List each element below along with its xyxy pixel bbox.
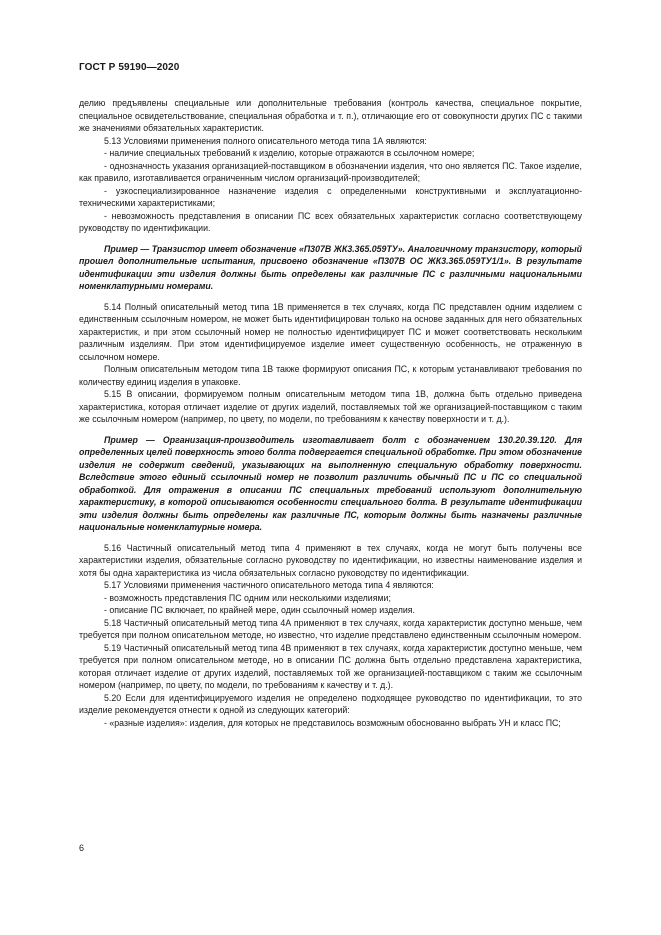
body-paragraph: 5.15 В описании, формируемом полным описательным методом типа 1В, должна быть отдельно приведена характеристика, которая отличает изделие от других изделий, поставляемых той же организацией-поставщиком с таким же ссылочным номером (например, по цвету, по модели, по требованиям к качеству поверхности и т. д.). [79,389,582,424]
body-paragraph: - однозначность указания организацией-поставщиком в обозначении изделия, что оно является ПС. Такое изделие, как правило, изготавливается ограниченным числом организаций-производителей; [79,160,582,183]
body-paragraph: 5.16 Частичный описательный метод типа 4 применяют в тех случаях, когда не могут быть получены все характеристики изделия, обязательные согласно руководству по идентификации, но известны наименование изделия и хотя бы одна характеристика из числа обязательных согласно руководству по идентификации. [79,542,582,578]
body-paragraph: - узкоспециализированное назначение изделия с определенными конструктивными и эксплуатационно-техническими характеристиками; [79,185,582,208]
document-header: ГОСТ Р 59190—2020 [79,62,180,73]
body-paragraph: 5.20 Если для идентифицируемого изделия не определено подходящее руководство по идентификации, то это изделие рекомендуется отнести к одной из следующих категорий: [79,692,582,715]
body-paragraph: 5.13 Условиями применения полного описательного метода типа 1А являются: [104,135,427,146]
body-paragraph: - описание ПС включает, по крайней мере, один ссылочный номер изделия. [104,605,415,615]
body-paragraph: 5.18 Частичный описательный метод типа 4А применяют в тех случаях, когда характеристик доступно меньше, чем требуется при полном описательном методе, но известно, что изделие представлено единственным ссылочным номером. [79,617,582,640]
example-paragraph: Пример — Транзистор имеет обозначение «П307В ЖК3.365.059ТУ». Аналогичному транзистору, который прошел дополнительные испытания, присвоено обозначение «П307В ОС ЖК3.365.059ТУ1/1». В результате идентификации эти изделия должны быть определены как различные ПС с различными национальными номенклатурными номерами. [79,243,582,291]
body-paragraph: делию предъявлены специальные или дополнительные требования (контроль качества, специальное покрытие, специальное освидетельствование, специальная обработка и т. п.), отличающие его от совокупности других ПС с такими же значениями обязательных характеристик. [79,98,582,133]
body-paragraph: 5.17 Условиями применения частичного описательного метода типа 4 являются: [104,580,434,590]
page-number: 6 [79,843,85,853]
body-paragraph: - «разные изделия»: изделия, для которых не представилось возможным обоснованно выбрать УН и класс ПС; [104,717,561,728]
body-paragraph: - невозможность представления в описании ПС всех обязательных характеристик согласно соответствующему руководству по идентификации. [79,210,582,233]
body-paragraph: Полным описательным методом типа 1В также формируют описания ПС, к которым устанавливают требования по количеству единиц изделия в упаковке. [79,364,582,387]
example-paragraph: Пример — Организация-производитель изготавливает болт с обозначением 130.20.39.120. Для определенных целей поверхность этого болта подвергается специальной обработке. При этом обозначение изделия не содержит сведений, указывающих на выполненную специальную обработку поверхности. Вследствие этого единый ссылочный номер не позволит различить обычный ПС и ПС со специальной обработкой. Для отражения в описании ПС специальных требований используют дополнительную характеристику, в которой описываются особенности специального болта. В результате идентификации эти изделия должны быть определены как различные ПС, которым должны быть назначены различные национальные номенклатурные номера. [79,434,582,532]
document-body [79,97,582,729]
body-paragraph: 5.14 Полный описательный метод типа 1В применяется в тех случаях, когда ПС представлен одним изделием с единственным ссылочным номером, не может быть идентифицирован только на основе заданных для него обязательных характеристик, и при этом ссылочный номер не полностью идентифицирует ПС и может соответствовать нескольким различным изделиям. При этом идентифицируемое изделие имеет существенную особенность, не отраженную в ссылочном номере. [79,301,582,362]
body-paragraph: - наличие специальных требований к изделию, которые отражаются в ссылочном номере; [104,148,475,158]
body-paragraph: 5.19 Частичный описательный метод типа 4В применяют в тех случаях, когда характеристик доступно меньше, чем требуется при полном описательном методе, но в описании ПС должна быть отдельно представлена характеристика, которая отличает изделие от других изделий, поставляемых той же организацией-поставщиком с таким же ссылочным номером (например, по цвету, по модели, по требованиям к качеству и т. д.). [79,642,582,690]
body-paragraph: - возможность представления ПС одним или несколькими изделиями; [104,592,391,603]
